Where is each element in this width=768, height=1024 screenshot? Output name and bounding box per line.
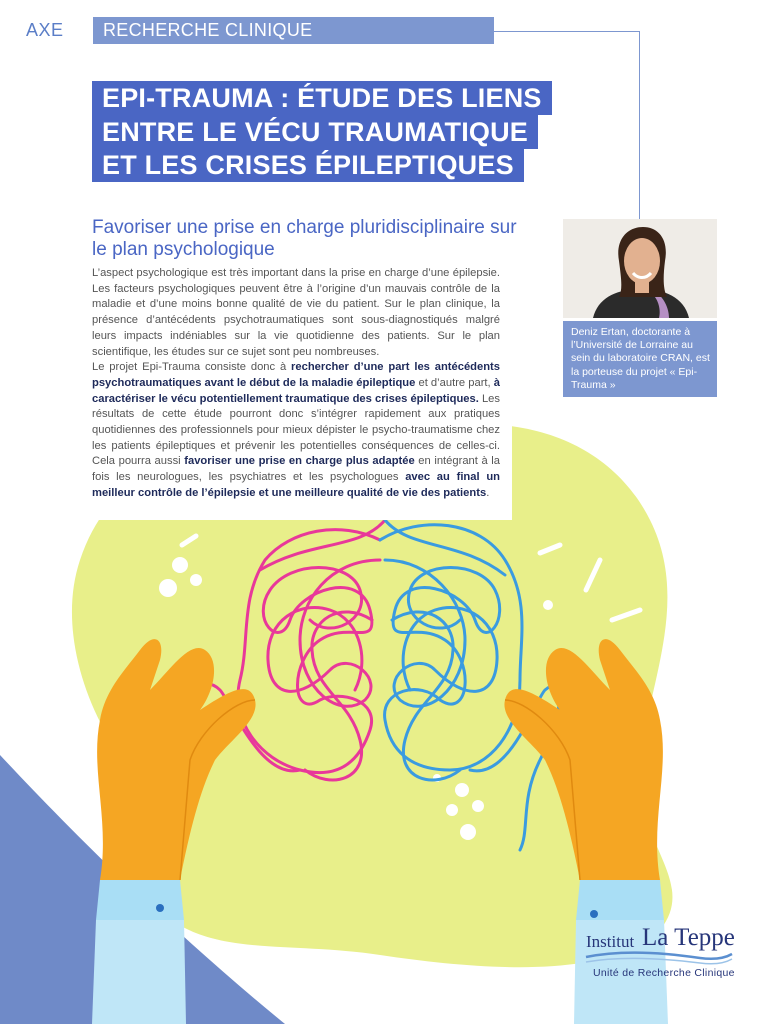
- bold-run: rechercher d’une part les antécédents psychotraumatiques avant le début de la maladie épileptique: [92, 361, 501, 389]
- bold-run: favoriser une prise en charge plus adaptée: [184, 455, 415, 468]
- logo-name: La Teppe: [642, 924, 735, 951]
- paragraph-1: L’aspect psychologique est très important dans la prise en charge d’une épilepsie. Les facteurs psychologiques peuvent être à l’origine d’un mauvais contrôle de la maladie et d’une moins bonne qualité de vie du patient. Sur le plan clinique, la présence d’antécédents psychotraumatiques sont sous-diagnostiqués malgré leurs impacts indéniables sur la vie quotidienne des patients. Sur le plan scientifique, les études sur ce sujet sont peu nombreuses.: [92, 267, 500, 358]
- portrait-photo: [563, 219, 717, 318]
- rule-vertical: [639, 31, 640, 220]
- rule-horizontal: [494, 31, 640, 32]
- title-line-1: EPI-TRAUMA : ÉTUDE DES LIENS: [92, 81, 552, 115]
- article-body: [92, 266, 500, 502]
- subtitle: Favoriser une prise en charge pluridisciplinaire sur le plan psychologique: [92, 217, 517, 260]
- text-run: et d’autre part,: [415, 376, 494, 389]
- paragraph-2: [92, 360, 500, 501]
- title-line-3: ET LES CRISES ÉPILEPTIQUES: [92, 148, 524, 182]
- section-label: RECHERCHE CLINIQUE: [103, 20, 313, 40]
- title-line-2: ENTRE LE VÉCU TRAUMATIQUE: [92, 115, 538, 149]
- text-run: Le projet Epi-Trauma consiste donc à: [92, 361, 292, 374]
- logo-subtitle: Unité de Recherche Clinique: [593, 967, 735, 979]
- text-run: .: [486, 486, 490, 499]
- text-run: en intégrant à la fois les neurologues, les psychiatres et les psychologues: [92, 455, 500, 484]
- bold-run: à caractériser le vécu potentiellement traumatique des crises épileptiques.: [92, 376, 500, 405]
- axe-label: AXE: [26, 20, 64, 40]
- logo-institut: Institut: [586, 932, 635, 951]
- photo-caption: Deniz Ertan, doctorante à l’Université de Lorraine au sein du laboratoire CRAN, est la porteuse du projet « Epi-Trauma »: [571, 326, 710, 391]
- text-run: Les résultats de cette étude pourront donc s’intégrer rapidement aux pratiques quotidiennes des professionnels pour mieux dépister le psycho-traumatisme chez les patients épileptiques et prévenir les potentielles conséquences de celles-ci. Cela pourra aussi: [92, 392, 500, 468]
- bold-run: avec au final un meilleur contrôle de l’épilepsie et une meilleure qualité de vie des patients: [92, 471, 500, 499]
